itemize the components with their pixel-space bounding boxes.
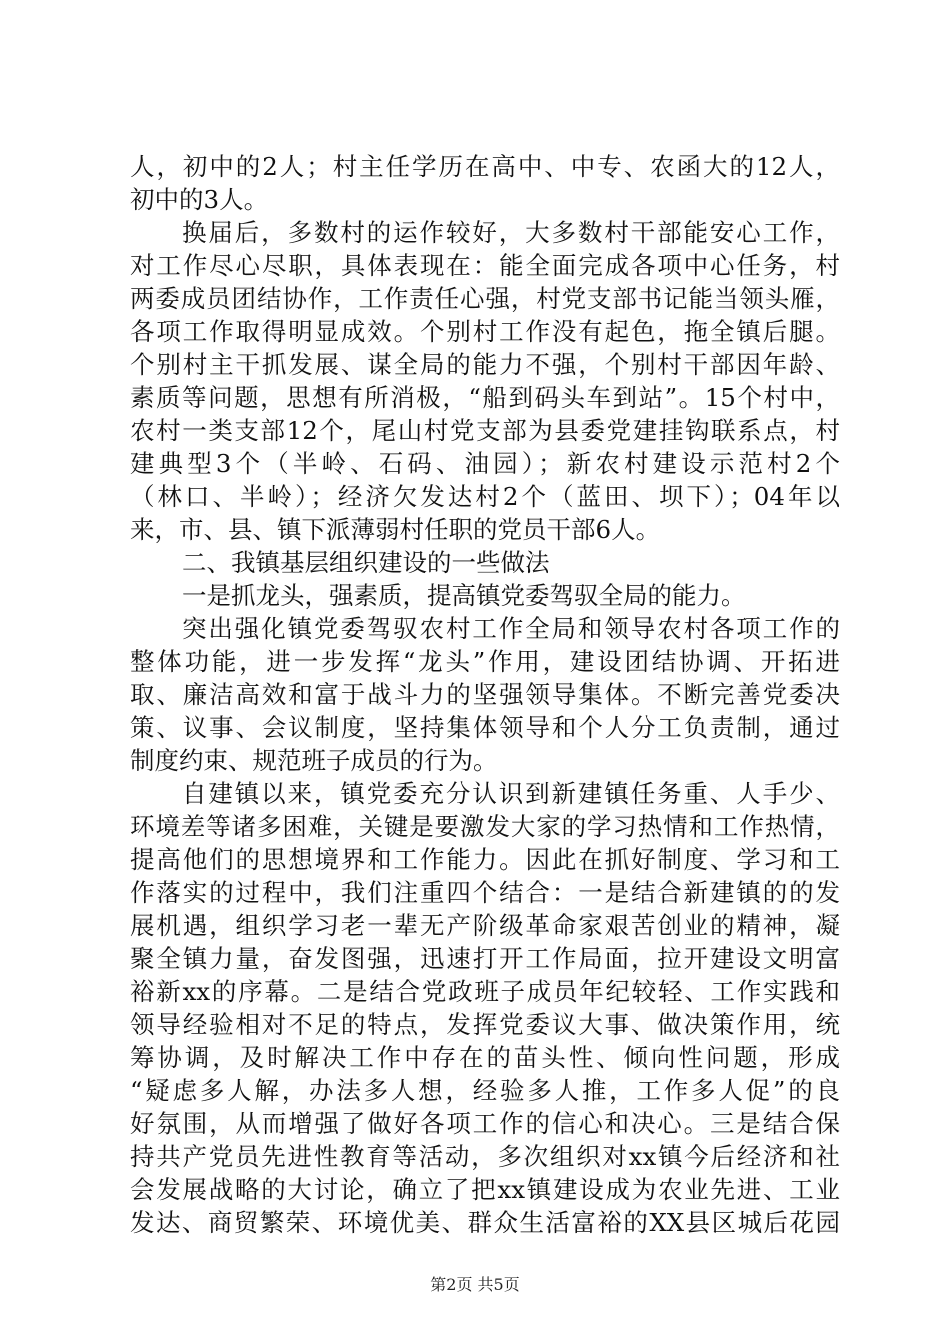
- text-line: 个别村主干抓发展、谋全局的能力不强，个别村干部因年龄、: [130, 350, 840, 379]
- text-line: 发达、商贸繁荣、环境优美、群众生活富裕的XX县区城后花园: [130, 1208, 840, 1237]
- text-line: 对工作尽心尽职，具体表现在：能全面完成各项中心任务，村: [130, 251, 840, 280]
- text-line: 素质等问题，思想有所消极，“船到码头车到站”。15个村中，: [130, 383, 840, 412]
- text-line: 整体功能，进一步发挥“龙头”作用，建设团结协调、开拓进: [130, 647, 840, 676]
- text-line: 制度约束、规范班子成员的行为。: [130, 746, 498, 775]
- text-line: 好氛围，从而增强了做好各项工作的信心和决心。三是结合保: [130, 1109, 840, 1138]
- document-body: [130, 150, 840, 1239]
- text-line: 换届后，多数村的运作较好，大多数村干部能安心工作，: [182, 218, 840, 247]
- text-line: 初中的3人。: [130, 185, 269, 214]
- text-line: 一是抓龙头，强素质，提高镇党委驾驭全局的能力。: [182, 581, 746, 610]
- text-line: 聚全镇力量，奋发图强，迅速打开工作局面，拉开建设文明富: [130, 944, 840, 973]
- text-line: “疑虑多人解，办法多人想，经验多人推，工作多人促”的良: [130, 1076, 840, 1105]
- text-line: 建典型3个（半岭、石码、油园）；新农村建设示范村2个: [130, 449, 840, 478]
- text-line: 取、廉洁高效和富于战斗力的坚强领导集体。不断完善党委决: [130, 680, 840, 709]
- page-footer: 第2页 共5页: [430, 1275, 520, 1294]
- text-line: 农村一类支部12个，尾山村党支部为县委党建挂钩联系点，村: [130, 416, 840, 445]
- text-line: 来，市、县、镇下派薄弱村任职的党员干部6人。: [130, 515, 661, 544]
- text-line: 人，初中的2人；村主任学历在高中、中专、农函大的12人，: [130, 152, 840, 181]
- text-line: （林口、半岭）；经济欠发达村2个（蓝田、坝下）；04年以: [130, 482, 840, 511]
- text-line: 领导经验相对不足的特点，发挥党委议大事、做决策作用，统: [130, 1010, 840, 1039]
- text-line: 自建镇以来，镇党委充分认识到新建镇任务重、人手少、: [182, 779, 840, 808]
- text-line: 作落实的过程中，我们注重四个结合：一是结合新建镇的的发: [130, 878, 840, 907]
- text-line: 筹协调，及时解决工作中存在的苗头性、倾向性问题，形成: [130, 1043, 840, 1072]
- text-line: 裕新xx的序幕。二是结合党政班子成员年纪较轻、工作实践和: [130, 977, 840, 1006]
- text-line: 策、议事、会议制度，坚持集体领导和个人分工负责制，通过: [130, 713, 840, 742]
- text-line: 环境差等诸多困难，关键是要激发大家的学习热情和工作热情，: [130, 812, 840, 841]
- text-line: 两委成员团结协作，工作责任心强，村党支部书记能当领头雁，: [130, 284, 840, 313]
- text-line: 突出强化镇党委驾驭农村工作全局和领导农村各项工作的: [182, 614, 840, 643]
- text-line: 持共产党员先进性教育等活动，多次组织对xx镇今后经济和社: [130, 1142, 840, 1171]
- text-line: 二、我镇基层组织建设的一些做法: [182, 548, 550, 577]
- text-line: 会发展战略的大讨论，确立了把xx镇建设成为农业先进、工业: [130, 1175, 840, 1204]
- text-line: 各项工作取得明显成效。个别村工作没有起色，拖全镇后腿。: [130, 317, 840, 346]
- text-line: 提高他们的思想境界和工作能力。因此在抓好制度、学习和工: [130, 845, 840, 874]
- text-line: 展机遇，组织学习老一辈无产阶级革命家艰苦创业的精神，凝: [130, 911, 840, 940]
